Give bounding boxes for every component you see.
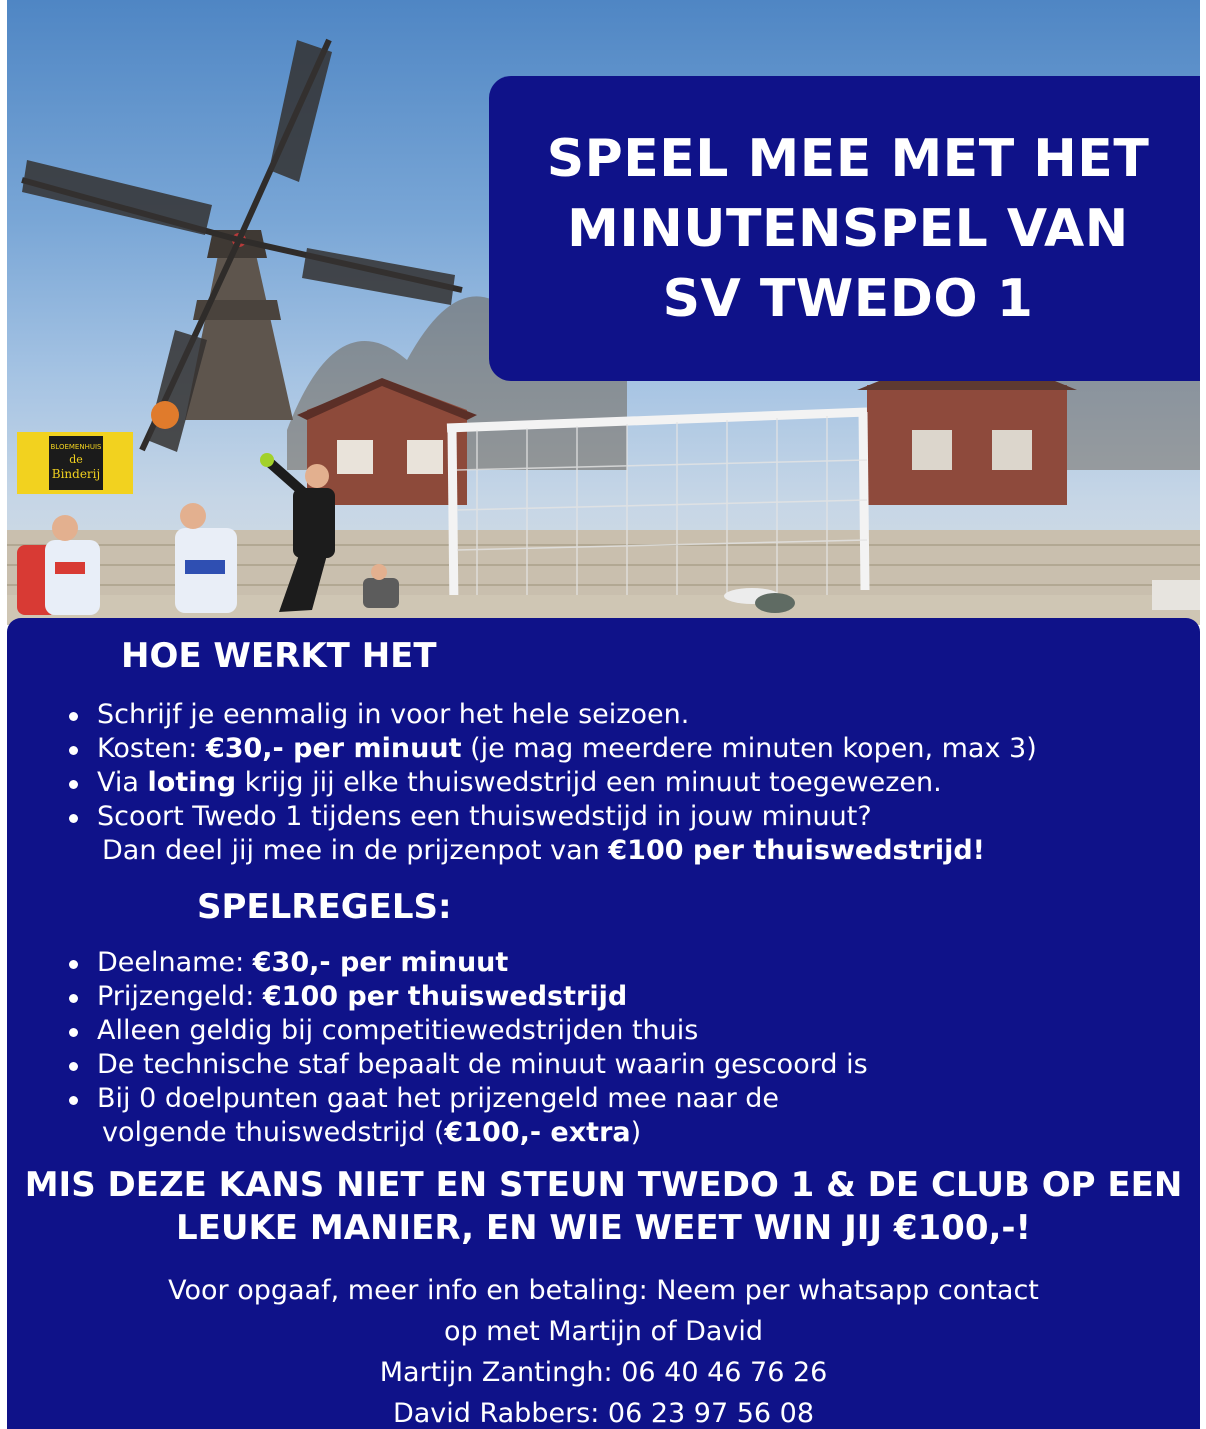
how-it-works-heading: HOE WERKT HET [121, 636, 437, 676]
sign-line3: Binderij [51, 467, 101, 481]
rules-heading: SPELREGELS: [197, 887, 452, 927]
list-item: Alleen geldig bij competitiewedstrijden thuis [67, 1014, 868, 1048]
title-box [489, 76, 1200, 381]
contact-line: op met Martijn of David [443, 1316, 764, 1347]
list-item: Schrijf je eenmalig in voor het hele seizoen. [67, 698, 1037, 732]
contact-info [7, 1270, 1200, 1429]
sponsor-sign [17, 432, 133, 494]
list-item: Deelname: €30,- per minuut [67, 946, 868, 980]
list-item: Via loting krijg jij elke thuiswedstrijd een minuut toegewezen. [67, 766, 1037, 800]
contact-martijn: Martijn Zantingh: 06 40 46 76 26 [379, 1357, 828, 1388]
contact-david: David Rabbers: 06 23 97 56 08 [392, 1398, 815, 1429]
list-item: Bij 0 doelpunten gaat het prijzengeld mee naar de volgende thuiswedstrijd (€100,- extra) [67, 1082, 868, 1150]
rules-list [67, 946, 868, 1150]
sign-line2: de [69, 453, 83, 466]
football [151, 401, 179, 429]
list-item: De technische staf bepaalt de minuut waarin gescoord is [67, 1048, 868, 1082]
list-item: Scoort Twedo 1 tijdens een thuiswedstijd in jouw minuut? Dan deel jij mee in de prijzenpot van €100 per thuiswedstrijd! [67, 800, 1037, 868]
contact-line: Voor opgaaf, meer info en betaling: Neem per whatsapp contact [168, 1275, 1039, 1306]
sign-line1: BLOEMENHUIS [50, 443, 102, 451]
call-to-action: MIS DEZE KANS NIET EN STEUN TWEDO 1 & DE CLUB OP EEN LEUKE MANIER, EN WIE WEET WIN JIJ €100,-! [24, 1165, 1183, 1248]
list-item: Kosten: €30,- per minuut (je mag meerdere minuten kopen, max 3) [67, 732, 1037, 766]
page-title: SPEEL MEE MET HET MINUTENSPEL VAN SV TWEDO 1 [546, 128, 1150, 329]
how-it-works-list [67, 698, 1037, 868]
list-item: Prijzengeld: €100 per thuiswedstrijd [67, 980, 868, 1014]
info-panel [7, 618, 1200, 1429]
photo-windmill-football-match [7, 0, 1200, 625]
